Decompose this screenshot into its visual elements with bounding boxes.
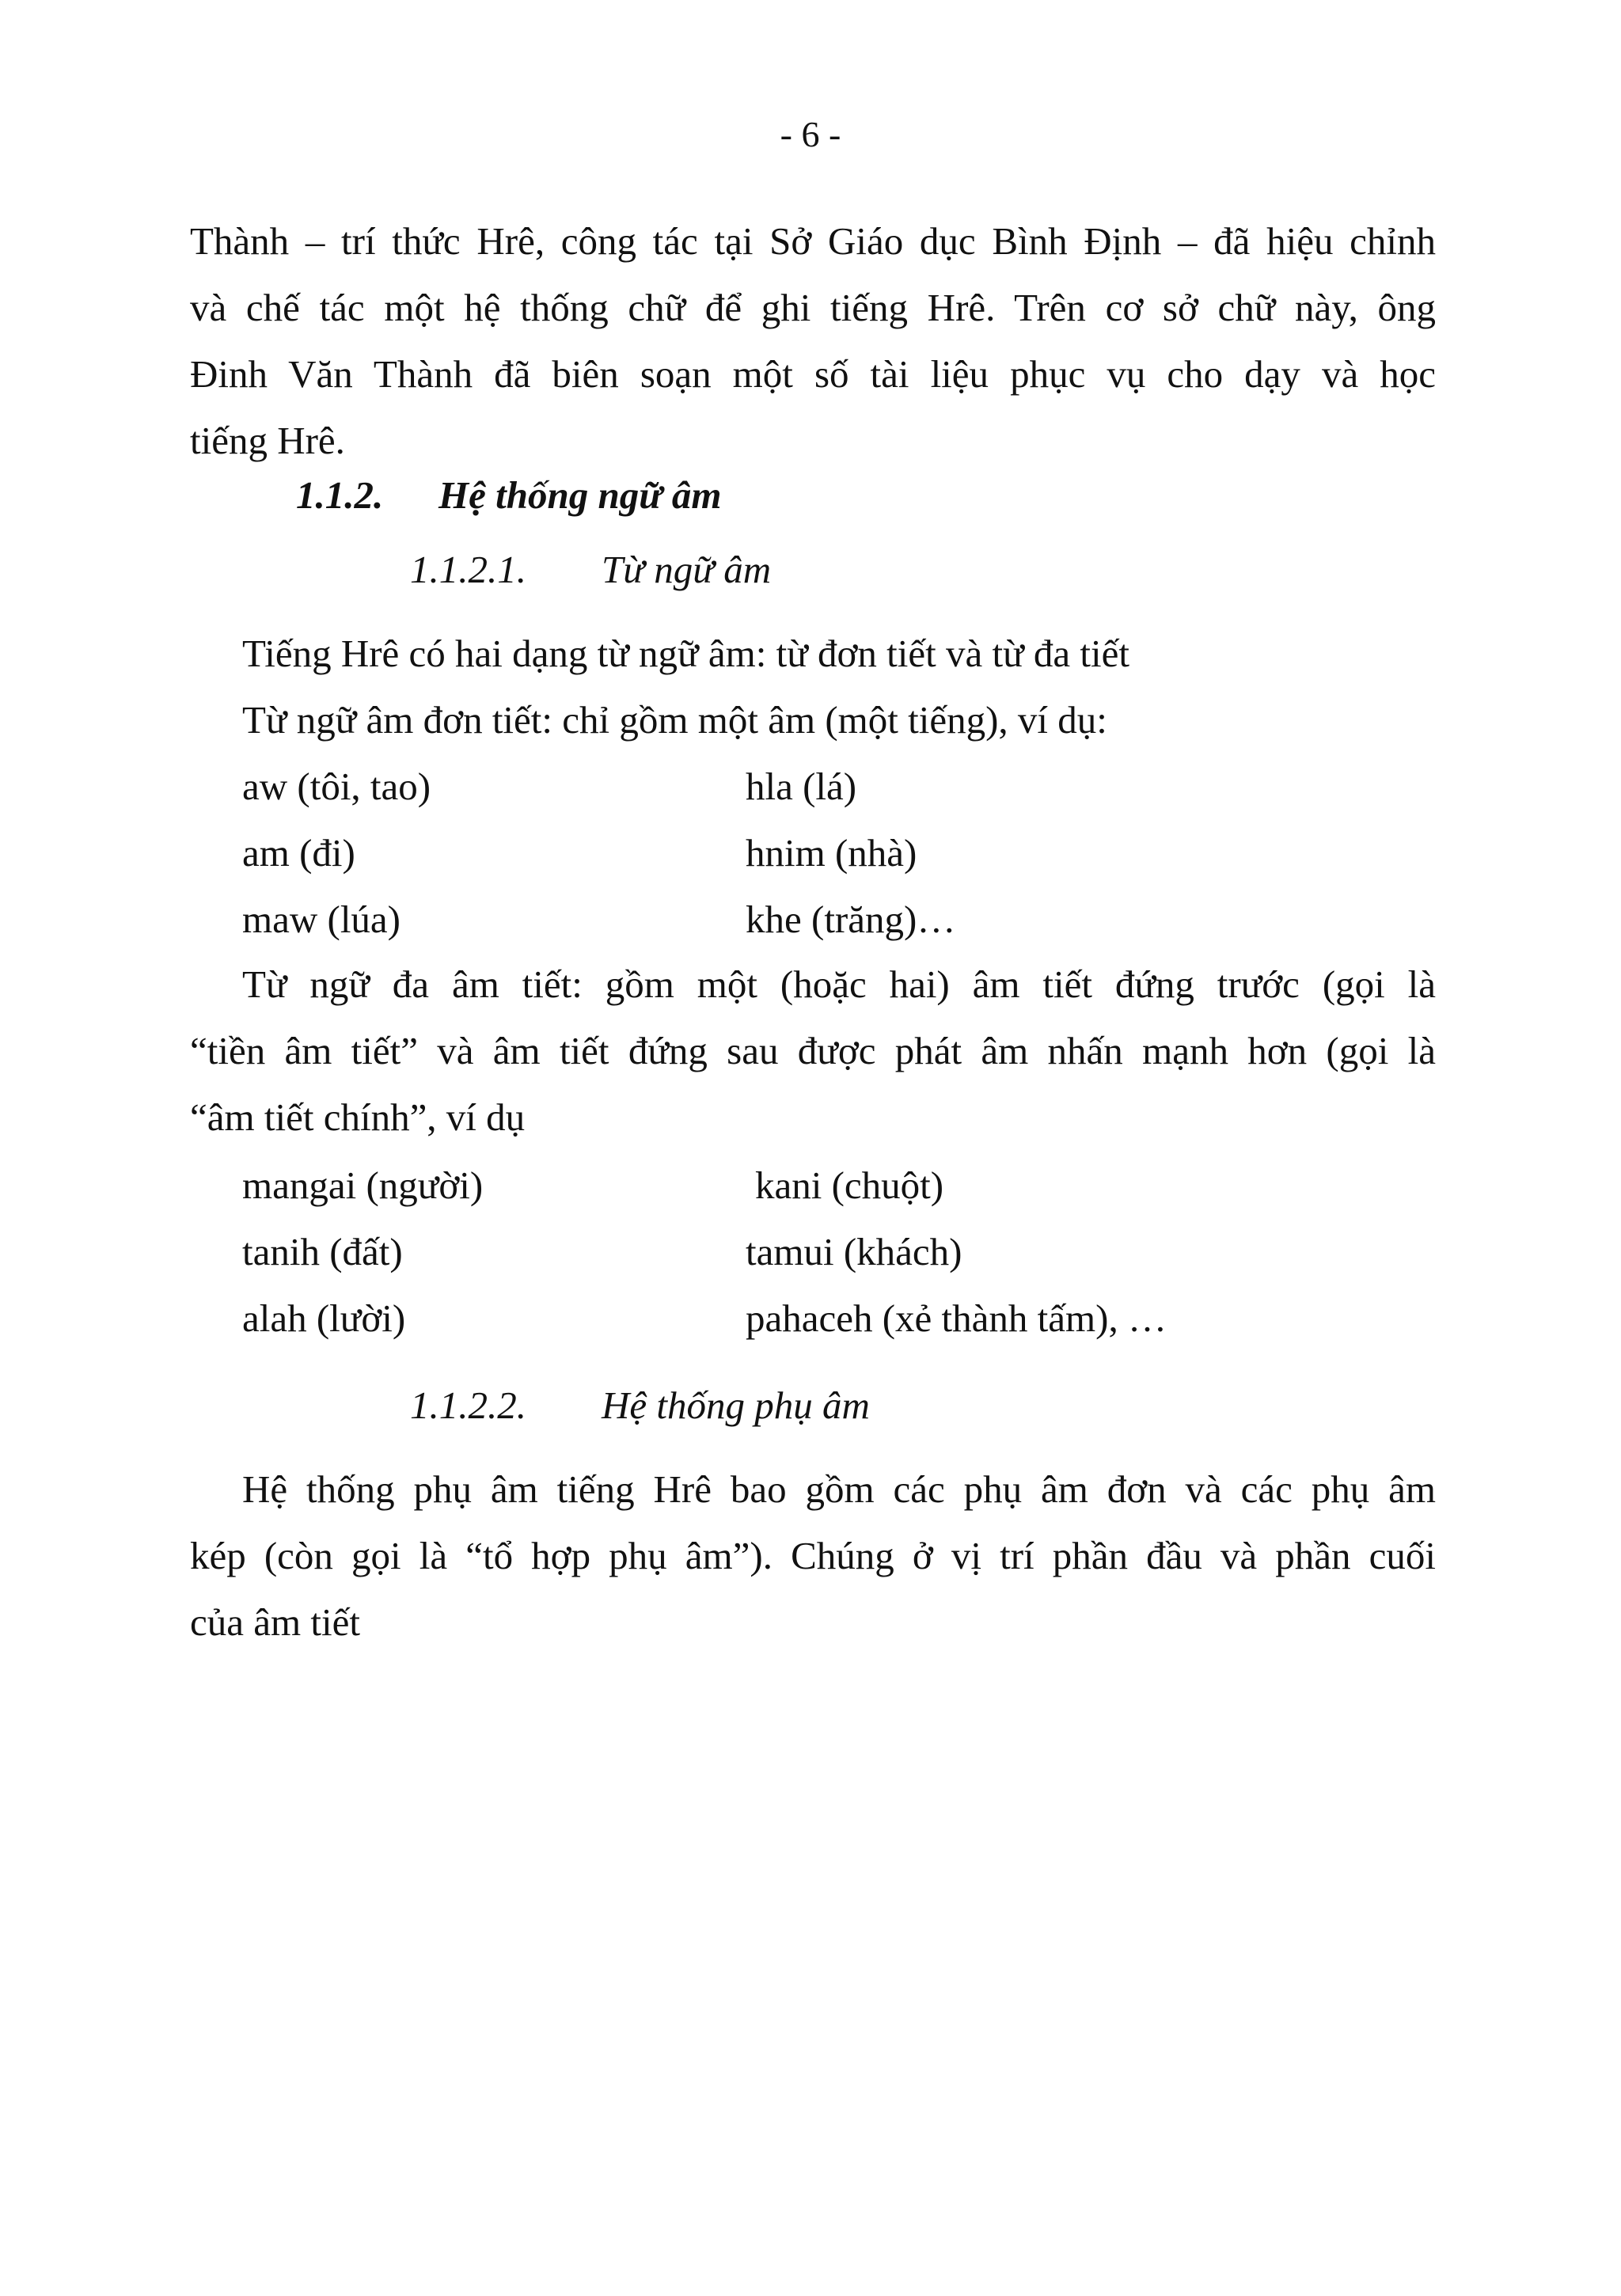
page-number: - 6 -	[780, 114, 841, 154]
intro-paragraph	[190, 208, 1436, 474]
example-right: hla (lá)	[746, 765, 857, 808]
section-heading-1-1-2-2	[410, 1382, 870, 1429]
example-right: hnim (nhà)	[746, 831, 917, 875]
paragraph-line: tiếng Hrê.	[190, 419, 345, 462]
body-line: Từ ngữ âm đơn tiết: chỉ gồm một âm (một tiếng), ví dụ:	[242, 698, 1107, 742]
polysyllabic-paragraph	[190, 951, 1436, 1151]
paragraph-line: và chế tác một hệ thống chữ để ghi tiếng Hrê. Trên cơ sở chữ này, ông	[190, 286, 1436, 329]
example-right: khe (trăng)…	[746, 898, 956, 941]
section-title: Hệ thống phụ âm	[602, 1383, 870, 1427]
example-left: aw (tôi, tao)	[242, 765, 431, 808]
consonant-paragraph	[190, 1456, 1436, 1656]
example-right: tamui (khách)	[746, 1230, 962, 1273]
section-number: 1.1.2.	[296, 473, 384, 517]
paragraph-line: Hệ thống phụ âm tiếng Hrê bao gồm các phụ âm đơn và các phụ âm	[242, 1467, 1436, 1511]
example-left: tanih (đất)	[242, 1230, 403, 1273]
section-title: Hệ thống ngữ âm	[438, 473, 722, 517]
example-left: am (đi)	[242, 831, 355, 875]
section-number: 1.1.2.1.	[410, 548, 526, 591]
paragraph-line: Thành – trí thức Hrê, công tác tại Sở Giáo dục Bình Định – đã hiệu chỉnh	[190, 219, 1436, 263]
paragraph-line: kép (còn gọi là “tổ hợp phụ âm”). Chúng ở vị trí phần đầu và phần cuối	[190, 1534, 1436, 1577]
example-left: mangai (người)	[242, 1163, 484, 1207]
paragraph-line: “tiền âm tiết” và âm tiết đứng sau được phát âm nhấn mạnh hơn (gọi là	[190, 1029, 1436, 1072]
example-right: pahaceh (xẻ thành tấm), …	[746, 1296, 1167, 1340]
example-left: alah (lười)	[242, 1296, 406, 1340]
paragraph-line: Đinh Văn Thành đã biên soạn một số tài liệu phục vụ cho dạy và học	[190, 352, 1436, 396]
section-number: 1.1.2.2.	[410, 1383, 526, 1427]
section-title: Từ ngữ âm	[602, 548, 772, 591]
paragraph-line: Từ ngữ đa âm tiết: gồm một (hoặc hai) âm tiết đứng trước (gọi là	[242, 962, 1436, 1006]
section-heading-1-1-2-1	[410, 546, 771, 594]
paragraph-line: của âm tiết	[190, 1600, 360, 1644]
section-heading-1-1-2	[296, 472, 721, 519]
example-left: maw (lúa)	[242, 898, 401, 941]
example-right: kani (chuột)	[755, 1163, 944, 1207]
body-line: Tiếng Hrê có hai dạng từ ngữ âm: từ đơn tiết và từ đa tiết	[242, 632, 1130, 675]
paragraph-line: “âm tiết chính”, ví dụ	[190, 1095, 526, 1139]
